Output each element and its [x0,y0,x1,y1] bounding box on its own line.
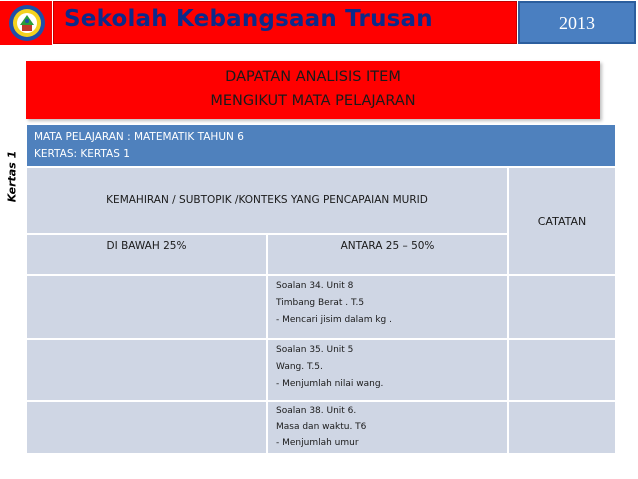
table-row-2-below [26,339,267,401]
row-1-line-1: Soalan 34. Unit 8 [276,281,354,291]
row-2-line-1: Soalan 35. Unit 5 [276,345,354,355]
paper-side-label: Kertas 1 [5,150,19,203]
school-logo-frame [0,1,52,45]
school-title-bar [53,1,517,44]
school-title: Sekolah Kebangsaan Trusan [64,6,433,32]
table-row-3-between [267,401,508,454]
row-3-line-2: Masa dan waktu. T6 [276,422,367,432]
table-row-2-between [267,339,508,401]
table-row-1-notes [508,275,616,339]
table-row-1-below [26,275,267,339]
table-row-1-between [267,275,508,339]
report-title-line-1: DAPATAN ANALISIS ITEM [225,69,401,85]
col-below-header-cell [26,234,267,275]
paper-line: KERTAS: KERTAS 1 [34,148,130,160]
row-2-line-2: Wang. T.5. [276,362,323,372]
side-label [4,150,19,210]
row-2-line-3: - Menjumlah nilai wang. [276,379,384,389]
year-label: 2013 [559,13,595,33]
row-1-line-2: Timbang Berat . T.5 [276,298,365,308]
skill-header-cell [26,167,508,234]
skill-header: KEMAHIRAN / SUBTOPIK /KONTEKS YANG PENCAPAIAN MURID [106,194,428,206]
year-box [518,1,636,44]
table-subject-header [26,124,616,167]
col-between-header-cell [267,234,508,275]
notes-header: CATATAN [537,215,587,228]
row-3-line-3: - Menjumlah umur [276,438,359,448]
row-3-line-1: Soalan 38. Unit 6. [276,406,357,416]
table-row-2-notes [508,339,616,401]
header-bar [0,0,638,46]
report-title-line-2: MENGIKUT MATA PELAJARAN [210,93,416,109]
notes-header-cell [508,167,616,275]
row-1-line-3: - Mencari jisim dalam kg . [276,315,392,325]
col-below-header: DI BAWAH 25% [106,240,187,252]
subject-line: MATA PELAJARAN : MATEMATIK TAHUN 6 [34,131,244,143]
col-between-header: ANTARA 25 – 50% [340,240,435,252]
report-title-box [26,61,600,119]
table-row-3-below [26,401,267,454]
school-crest-icon [8,3,46,43]
table-row-3-notes [508,401,616,454]
